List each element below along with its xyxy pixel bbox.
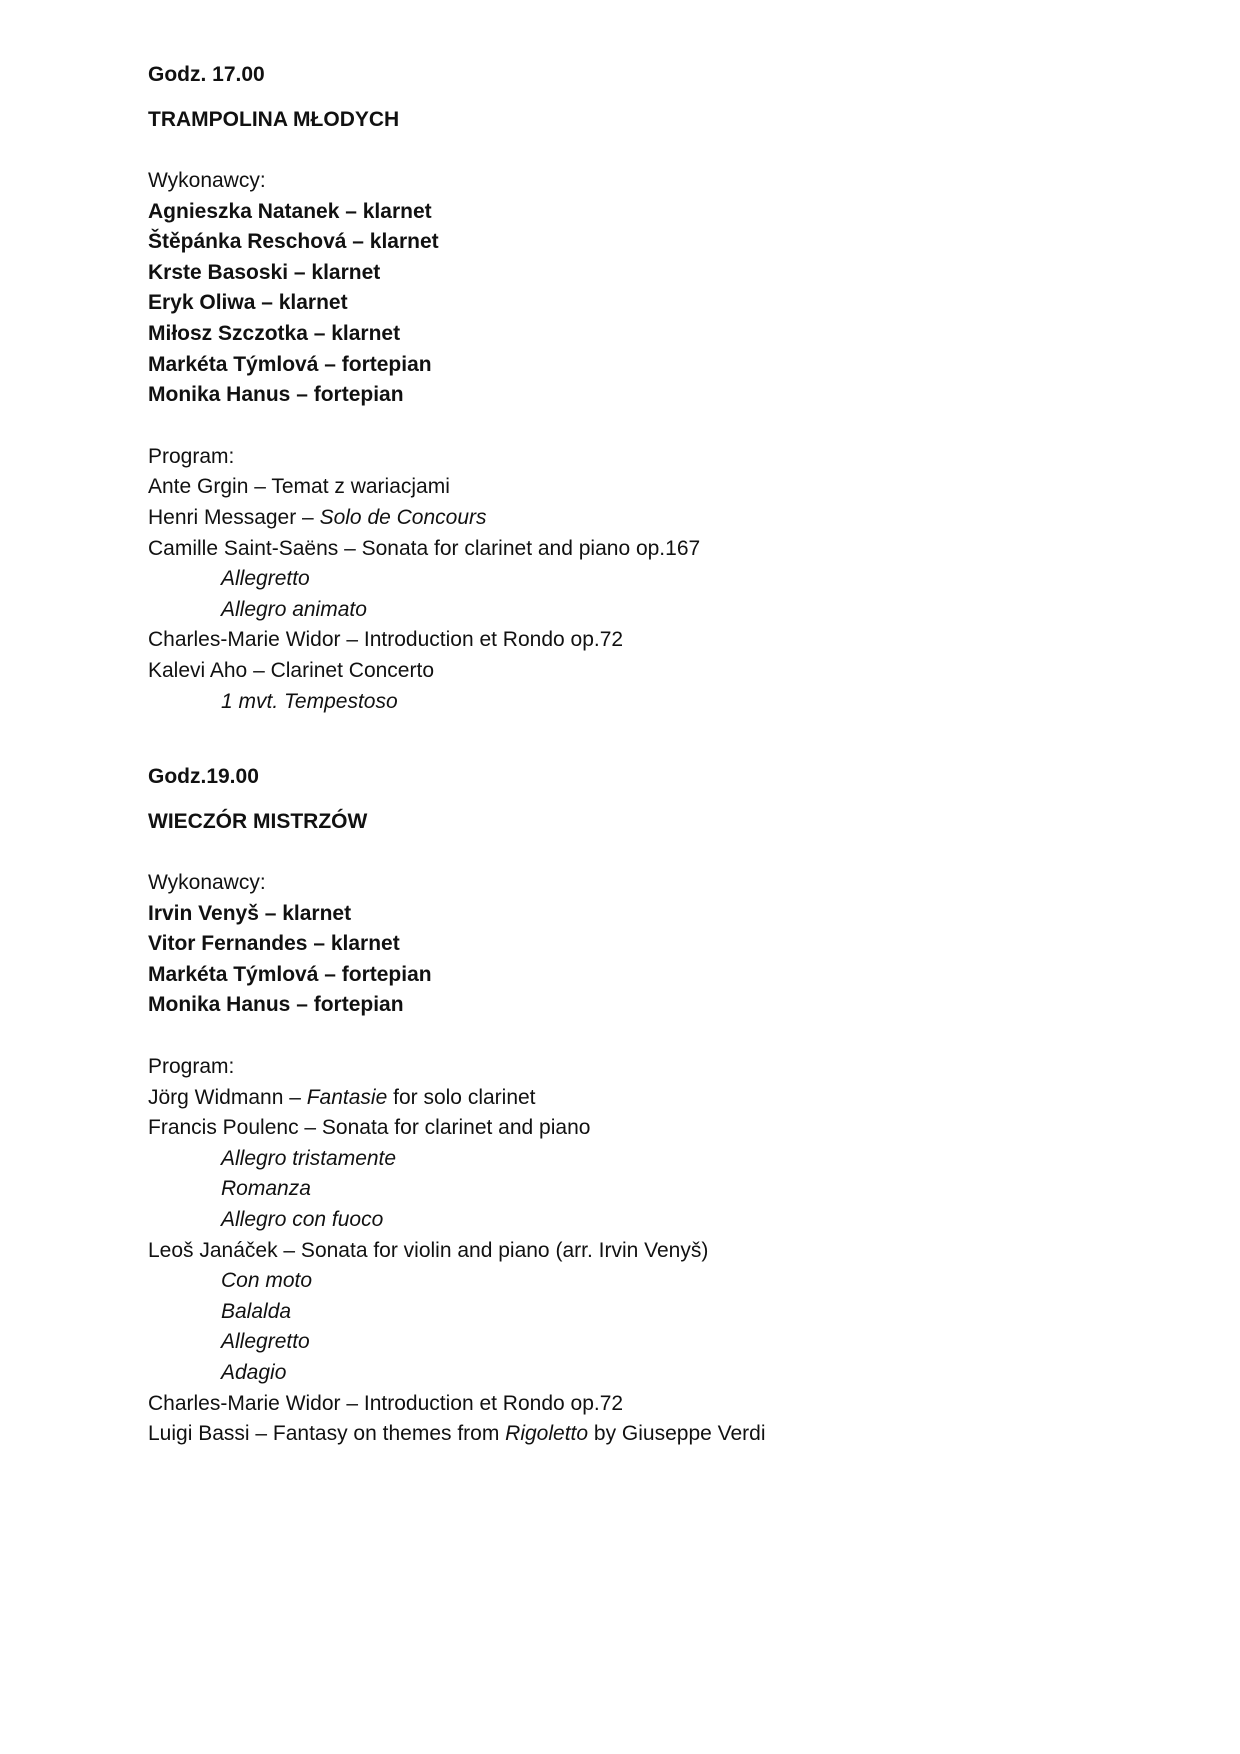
program-movement: Allegro animato xyxy=(221,597,367,621)
work-text: Kalevi Aho – Clarinet Concerto xyxy=(148,658,434,682)
program-label: Program: xyxy=(148,444,235,468)
program-movement: Allegro tristamente xyxy=(221,1146,397,1170)
work-title-italic: Solo de Concours xyxy=(319,505,487,529)
program-page xyxy=(148,60,1108,1450)
program-list xyxy=(148,1083,1108,1450)
program-work xyxy=(148,1419,1108,1450)
program-movement: Allegretto xyxy=(221,567,310,591)
concert-title: WIECZÓR MISTRZÓW xyxy=(148,810,368,834)
work-text: Charles-Marie Widor – Introduction et Rondo op.72 xyxy=(148,628,624,652)
concert-title: TRAMPOLINA MŁODYCH xyxy=(148,108,400,131)
work-text: Francis Poulenc – Sonata for clarinet and piano xyxy=(148,1116,591,1140)
performer-item: Vitor Fernandes – klarnet xyxy=(148,932,400,956)
performers-label: Wykonawcy: xyxy=(148,871,266,895)
work-text: Jörg Widmann – xyxy=(148,1085,307,1109)
performers-label: Wykonawcy: xyxy=(148,169,266,192)
program-work xyxy=(148,1236,1108,1267)
performer-item: Monika Hanus – fortepian xyxy=(148,993,404,1017)
program-work xyxy=(148,472,1108,503)
performer-item: Agnieszka Natanek – klarnet xyxy=(148,199,432,223)
work-text: Henri Messager – xyxy=(148,505,320,529)
work-text: by Giuseppe Verdi xyxy=(588,1422,766,1446)
performer-item: Štěpánka Reschová – klarnet xyxy=(148,230,439,254)
performer-item: Miłosz Szczotka – klarnet xyxy=(148,321,401,345)
work-text: Leoš Janáček – Sonata for violin and piano (arr. Irvin Venyš) xyxy=(148,1238,709,1262)
program-work xyxy=(148,1389,1108,1420)
work-title-italic: Rigoletto xyxy=(505,1422,589,1446)
work-text: Luigi Bassi – Fantasy on themes from xyxy=(148,1422,506,1446)
program-work xyxy=(148,625,1108,656)
work-text: for solo clarinet xyxy=(387,1085,536,1109)
program-movement: Romanza xyxy=(221,1177,311,1201)
performer-item: Krste Basoski – klarnet xyxy=(148,260,381,284)
concert-section xyxy=(148,762,1108,1450)
concert-time: Godz. 17.00 xyxy=(148,63,265,86)
work-text: Camille Saint-Saëns – Sonata for clarinet and piano op.167 xyxy=(148,536,701,560)
performer-item: Irvin Venyš – klarnet xyxy=(148,901,352,925)
program-work xyxy=(148,656,1108,687)
work-title-italic: Fantasie xyxy=(306,1085,388,1109)
program-work xyxy=(148,1083,1108,1114)
program-movement: Allegretto xyxy=(221,1330,310,1354)
performer-item: Eryk Oliwa – klarnet xyxy=(148,291,348,315)
performer-item: Markéta Týmlová – fortepian xyxy=(148,352,432,376)
performers-list xyxy=(148,899,1108,1021)
program-movement: 1 mvt. Tempestoso xyxy=(221,689,398,713)
performers-list xyxy=(148,197,1108,411)
work-text: Ante Grgin – Temat z wariacjami xyxy=(148,475,450,499)
program-movement: Allegro con fuoco xyxy=(221,1208,384,1232)
program-work xyxy=(148,503,1108,534)
program-work xyxy=(148,1113,1108,1144)
program-movement: Con moto xyxy=(221,1269,313,1293)
program-movement: Adagio xyxy=(221,1361,287,1384)
program-label: Program: xyxy=(148,1055,235,1079)
performer-item: Markéta Týmlová – fortepian xyxy=(148,962,432,986)
performer-item: Monika Hanus – fortepian xyxy=(148,383,404,407)
concert-time: Godz.19.00 xyxy=(148,765,259,789)
program-work xyxy=(148,534,1108,565)
work-text: Charles-Marie Widor – Introduction et Rondo op.72 xyxy=(148,1391,624,1415)
concert-section xyxy=(148,60,1108,717)
program-movement: Balalda xyxy=(221,1299,292,1323)
program-list xyxy=(148,472,1108,717)
